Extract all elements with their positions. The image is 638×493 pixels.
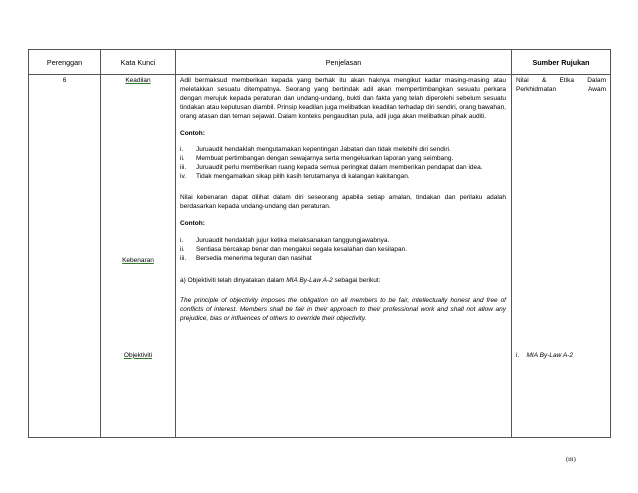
paragraph-number: 6: [29, 75, 101, 438]
list-item: iii. Bersedia menerima teguran dan nasihat: [180, 254, 312, 262]
keyword-objektiviti: Objektiviti: [123, 351, 153, 359]
keadilan-text: Adil bermaksud memberikan kepada yang berhak itu akan haknya mengikut kadar masing-masing atau meletakkan sesuatu ditempatnya. Seorang yang bertindak adil akan mempertimbangkan sesuatu perkara dengan merujuk kepada peraturan dan undang-undang, bukti dan fakta yang telah diperolehi sebelum sesuatu tindakan atau keputusan diambil. Prinsip keadilan juga melibatkan keadilan terhadap diri sendiri, orang bawahan, orang atasan dan teman sejawat. Dalam konteks pengauditan pula, adil juga akan melibatkan pihak auditi.: [180, 77, 506, 120]
header-perenggan: Perenggan: [29, 50, 101, 75]
header-kata-kunci: Kata Kunci: [101, 50, 176, 75]
list-item: iii. Juruaudit perlu memberikan ruang kepada semua peringkat dalam memberikan pendapat dan idea.: [180, 164, 483, 172]
list-item: i. Juruaudit hendaklah jujur ketika melaksanakan tanggungjawabnya.: [180, 236, 390, 244]
kebenaran-contoh-label: Contoh:: [180, 219, 205, 227]
keyword-kebenaran: Kebenaran: [122, 256, 154, 264]
explanation-column: [176, 75, 512, 438]
objektiviti-intro: a) Objektiviti telah dinyatakan dalam MIA By-Law A-2 sebagai berikut:: [180, 276, 381, 284]
source-keadilan: Nilai & Etika Dalam Perkhidmatan Awam: [516, 77, 606, 93]
page-number: (iii): [566, 456, 576, 463]
list-item: ii. Sentiasa bercakap benar dan mengakui segala kesalahan dan kesilapan.: [180, 245, 408, 253]
ethics-table: [28, 49, 611, 438]
header-sumber-rujukan: Sumber Rujukan: [512, 50, 611, 75]
source-column: [512, 75, 611, 438]
keadilan-contoh-label: Contoh:: [180, 129, 205, 137]
kebenaran-text: Nilai kebenaran dapat dilihat dalam diri seseorang apabila setiap amalan, tindakan dan perilaku adalah berdasarkan kepada undang-undang dan peraturan.: [180, 194, 506, 210]
objektiviti-quote: The principle of objectivity imposes the obligation on all members to be fair, intellectually honest and free of conflicts of interest. Members shall be fair in their approach to their professional work and shall not allow any prejudice, bias or influences of others to override their objectivity.: [180, 297, 506, 323]
keyword-column: [101, 75, 176, 438]
kebenaran-list: [180, 237, 506, 264]
header-row: [29, 50, 611, 75]
keyword-keadilan: Keadilan: [125, 77, 151, 84]
table-row: [29, 75, 611, 438]
list-item: iv. Tidak mengamalkan sikap pilih kasih terutamanya di kalangan kakitangan.: [180, 173, 410, 181]
list-item: i. Juruaudit hendaklah mengutamakan kepentingan Jabatan dan tidak melebihi diri sendiri.: [180, 146, 451, 154]
list-item: ii. Membuat pertimbangan dengan sewajarnya serta mengeluarkan laporan yang seimbang.: [180, 155, 454, 163]
keadilan-list: [180, 146, 506, 182]
header-penjelasan: Penjelasan: [176, 50, 512, 75]
source-objektiviti: i. MIA By-Law A-2: [516, 351, 573, 359]
